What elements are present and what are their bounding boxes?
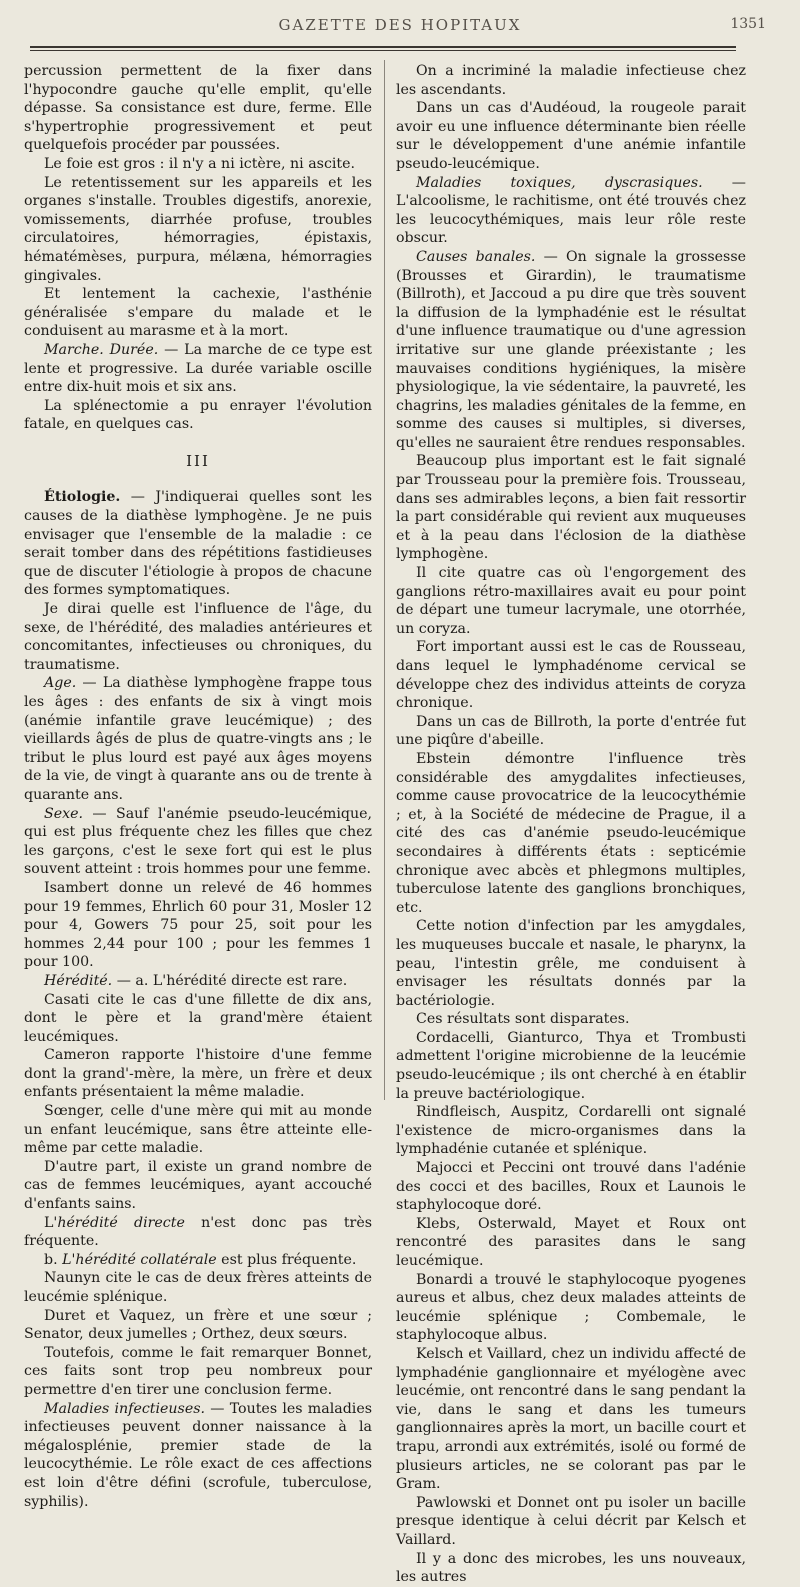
paragraph (24, 1269, 372, 1306)
paragraph-text: n'est donc pas très fréquente. (24, 1214, 372, 1250)
paragraph-text: Pawlowski et Donnet ont pu isoler un bacille presque identique à celui décrit par Kelsch et Vaillard. (396, 1494, 746, 1548)
paragraph-text: Isambert donne un relevé de 46 hommes pour 19 femmes, Ehrlich 60 pour 31, Mosler 12 pour 4, Gowers 75 pour 25, soit pour les hommes 2,44 pour 100 ; pour les femmes 1 pour 100. (24, 879, 372, 971)
paragraph (396, 750, 746, 917)
journal-title: GAZETTE DES HOPITAUX (278, 16, 522, 34)
paragraph (396, 248, 746, 453)
paragraph (396, 1159, 746, 1215)
paragraph (396, 1010, 746, 1029)
paragraph-text: Et lentement la cachexie, l'asthénie généralisée s'empare du malade et le conduisent au marasme et à la mort. (24, 286, 372, 340)
paragraph-text: — Sauf l'anémie pseudo-leucémique, qui est plus fréquente chez les filles que chez les garçons, c'est le sexe fort qui est le plus souvent atteint : trois hommes pour une femme. (24, 805, 372, 878)
paragraph-text: Ces résultats sont disparates. (416, 1011, 630, 1028)
subheading: Sexe. (44, 805, 84, 822)
paragraph (24, 1102, 372, 1158)
paragraph-prefix: L' (44, 1214, 58, 1231)
paragraph-text: Kelsch et Vaillard, chez un individu affecté de lymphadénie ganglionnaire et myélogène avec leucémie, ont rencontré dans le sang pendant la vie, dans le sang et dans les tumeurs ganglionnaires après la mort, un bacille court et trapu, arrondi aux extrémités, isolé ou formé de plusieurs articles, ne se colorant pas par le Gram. (396, 1345, 746, 1493)
paragraph (396, 1271, 746, 1345)
paragraph (24, 174, 372, 286)
subheading: Age. (44, 675, 77, 692)
paragraph-text: La splénectomie a pu enrayer l'évolution fatale, en quelques cas. (24, 397, 372, 433)
paragraph (24, 397, 372, 434)
paragraph (396, 452, 746, 564)
section-title: Étiologie. (44, 489, 121, 506)
paragraph-text: est plus fréquente. (216, 1251, 357, 1268)
paragraph (24, 1344, 372, 1400)
paragraph-text: Le foie est gros : il n'y a ni ictère, ni ascite. (44, 155, 356, 172)
paragraph-text: Je dirai quelle est l'influence de l'âge, du sexe, de l'hérédité, des maladies antérieures et concomitantes, infectieuses ou chroniques, du traumatisme. (24, 601, 372, 673)
paragraph (396, 564, 746, 638)
paragraph-text: Rindfleisch, Auspitz, Cordarelli ont signalé l'existence de micro-organismes dans la lymphadénie cutanée et splénique. (396, 1104, 746, 1158)
left-column (24, 62, 372, 1511)
subheading: Hérédité. (44, 972, 113, 989)
paragraph-text: Casati cite le cas d'une fillette de dix ans, dont le père et la grand'mère étaient leucémiques. (24, 991, 372, 1045)
paragraph-text: On a incriminé la maladie infectieuse chez les ascendants. (396, 63, 746, 98)
paragraph (396, 1550, 746, 1587)
paragraph-text: — J'indiquerai quelles sont les causes de la diathèse lymphogène. Je ne puis envisager que l'ensemble de la maladie : ce serait tomber dans des répétitions fastidieuses que de discuter l'étiologie à propos de chacune des formes symptomatiques. (24, 489, 372, 599)
paragraph-text: Le retentissement sur les appareils et les organes s'installe. Troubles digestifs, anorexie, vomissements, diarrhée profuse, troubles circulatoires, hémorragies, épistaxis, hématémèses, purpura, mélæna, hémorragies gingivales. (24, 174, 372, 284)
paragraph (24, 879, 372, 972)
subheading: hérédité directe (57, 1214, 185, 1231)
paragraph (24, 62, 372, 155)
subheading: Causes banales. (416, 248, 536, 265)
paragraph (396, 917, 746, 1010)
paragraph-text: Beaucoup plus important est le fait signalé par Trousseau pour la première fois. Trousseau, dans ses admirables leçons, a bien fait ressortir la part considérable qui revient aux muqueuses et à la peau dans l'éclosion de la diathèse lymphogène. (396, 453, 746, 563)
paragraph (24, 805, 372, 879)
paragraph-text: — a. L'hérédité directe est rare. (112, 972, 348, 989)
paragraph-text: Il cite quatre cas où l'engorgement des ganglions rétro-maxillaires avait eu pour point de départ une tumeur lacrymale, une otorrhée, un coryza. (396, 565, 746, 637)
paragraph-text: — On signale la grossesse (Brousses et Girardin), le traumatisme (Billroth), et Jaccoud a pu dire que très souvent la diffusion de la lymphadénie est le résultat d'une influence traumatique ou d'une agression irritative sur une glande préexistante ; les mauvaises conditions hygiéniques, la misère physiologique, la vie sédentaire, la pauvreté, les chagrins, les maladies génitales de la femme, en somme des causes si multiples, si diverses, qu'elles ne sauraient être rendues responsables. (396, 248, 746, 451)
paragraph (396, 1494, 746, 1550)
paragraph-text: Sœnger, celle d'une mère qui mit au monde un enfant leucémique, sans être atteinte elle-même par cette maladie. (24, 1103, 372, 1157)
paragraph (396, 713, 746, 750)
page-header (0, 0, 800, 52)
paragraph (396, 1029, 746, 1103)
paragraph-text: Cordacelli, Gianturco, Thya et Trombusti admettent l'origine microbienne de la leucémie pseudo-leucémique ; ils ont cherché à en établir la preuve bactériologique. (396, 1029, 746, 1102)
paragraph (396, 638, 746, 712)
paragraph (24, 1400, 372, 1512)
paragraph-text: — L'alcoolisme, le rachitisme, ont été trouvés chez les leucocythémiques, mais leur rôle reste obscur. (396, 174, 746, 247)
paragraph-text: Klebs, Osterwald, Mayet et Roux ont rencontré des parasites dans le sang leucémique. (396, 1215, 746, 1269)
subheading: Maladies infectieuses. (44, 1400, 206, 1417)
paragraph-text: — Toutes les maladies infectieuses peuvent donner naissance à la mégalosplénie, premier stade de la leucocythémie. Le rôle exact de ces affections est loin d'être défini (scrofule, tuberculose, syphilis). (24, 1400, 372, 1510)
paragraph (24, 991, 372, 1047)
subheading: Maladies toxiques, dyscrasiques. (416, 174, 703, 191)
paragraph (24, 488, 372, 600)
paragraph (24, 1158, 372, 1214)
paragraph (24, 972, 372, 991)
paragraph-text: — La marche de ce type est lente et progressive. La durée variable oscille entre dix-huit mois et six ans. (24, 341, 372, 396)
header-rule (30, 46, 736, 51)
paragraph (24, 1046, 372, 1102)
paragraph (396, 99, 746, 173)
paragraph-text: Cette notion d'infection par les amygdales, les muqueuses buccale et nasale, le pharynx, la peau, l'intestin grêle, me conduisent à envisager les résultats donnés par la bactériologie. (396, 918, 746, 1009)
paragraph (396, 1215, 746, 1271)
paragraph-text: Dans un cas d'Audéoud, la rougeole parait avoir eu une influence déterminante bien réelle sur le développement d'une anémie infantile pseudo-leucémique. (396, 100, 746, 172)
paragraph (24, 155, 372, 174)
paragraph-text: D'autre part, il existe un grand nombre de cas de femmes leucémiques, ayant accouché d'enfants sains. (24, 1158, 372, 1213)
paragraph-text: Toutefois, comme le fait remarquer Bonnet, ces faits sont trop peu nombreux pour permettre d'en tirer une conclusion ferme. (24, 1344, 372, 1398)
paragraph (396, 174, 746, 248)
paragraph-text: Majocci et Peccini ont trouvé dans l'adénie des cocci et des bacilles, Roux et Launois le staphylocoque doré. (396, 1160, 746, 1214)
paragraph-text: Cameron rapporte l'histoire d'une femme dont la grand'-mère, la mère, un frère et deux enfants présentaient la même maladie. (24, 1047, 372, 1101)
paragraph (396, 1345, 746, 1494)
paragraph-text: percussion permettent de la fixer dans l'hypocondre gauche qu'elle emplit, qu'elle dépasse. Sa consistance est dure, ferme. Elle s'hypertrophie progressivement et peut quelquefois procéder par poussées. (24, 63, 372, 154)
paragraph-text: Ebstein démontre l'influence très considérable des amygdalites infectieuses, comme cause provocatrice de la leucocythémie ; et, à la Société de médecine de Prague, il a cité des cas d'anémie pseudo-leucémique secondaires à différents états : septicémie chronique avec abcès et phlegmons multiples, tuberculose latente des ganglions bronchiques, etc. (396, 750, 746, 916)
column-divider (384, 60, 385, 1100)
paragraph-text: Fort important aussi est le cas de Rousseau, dans lequel le lymphadénome cervical se développe chez des individus atteints de coryza chronique. (396, 639, 746, 712)
paragraph (24, 1307, 372, 1344)
subheading: Marche. Durée. (44, 341, 159, 358)
paragraph (24, 674, 372, 804)
paragraph (24, 600, 372, 674)
page-number: 1351 (730, 16, 766, 32)
paragraph-text: — La diathèse lymphogène frappe tous les âges : des enfants de six à vingt mois (anémie infantile grave leucémique) ; des vieillards âgés de plus de quatre-vingts ans ; le tribut le plus lourd est payé aux âges moyens de la vie, de vingt à quarante ans ou de trente à quarante ans. (24, 675, 372, 803)
paragraph-text: Dans un cas de Billroth, la porte d'entrée fut une piqûre d'abeille. (396, 713, 746, 749)
paragraph-text: Naunyn cite le cas de deux frères atteints de leucémie splénique. (24, 1270, 372, 1305)
paragraph-text: Bonardi a trouvé le staphylocoque pyogenes aureus et albus, chez deux malades atteints de leucémie splénique ; Combemale, le staphylocoque albus. (396, 1271, 746, 1344)
paragraph (396, 62, 746, 99)
paragraph (24, 1214, 372, 1251)
paragraph (24, 1251, 372, 1270)
paragraph (396, 1103, 746, 1159)
subheading: L'hérédité collatérale (62, 1251, 217, 1268)
paragraph-text: Il y a donc des microbes, les uns nouveaux, les autres (396, 1550, 746, 1586)
paragraph (24, 341, 372, 397)
paragraph-text: Duret et Vaquez, un frère et une sœur ; Senator, deux jumelles ; Orthez, deux sœurs. (24, 1307, 372, 1343)
paragraph (24, 285, 372, 341)
section-heading: III (186, 451, 210, 470)
paragraph-prefix: b. (44, 1251, 63, 1268)
right-column (396, 62, 746, 1587)
